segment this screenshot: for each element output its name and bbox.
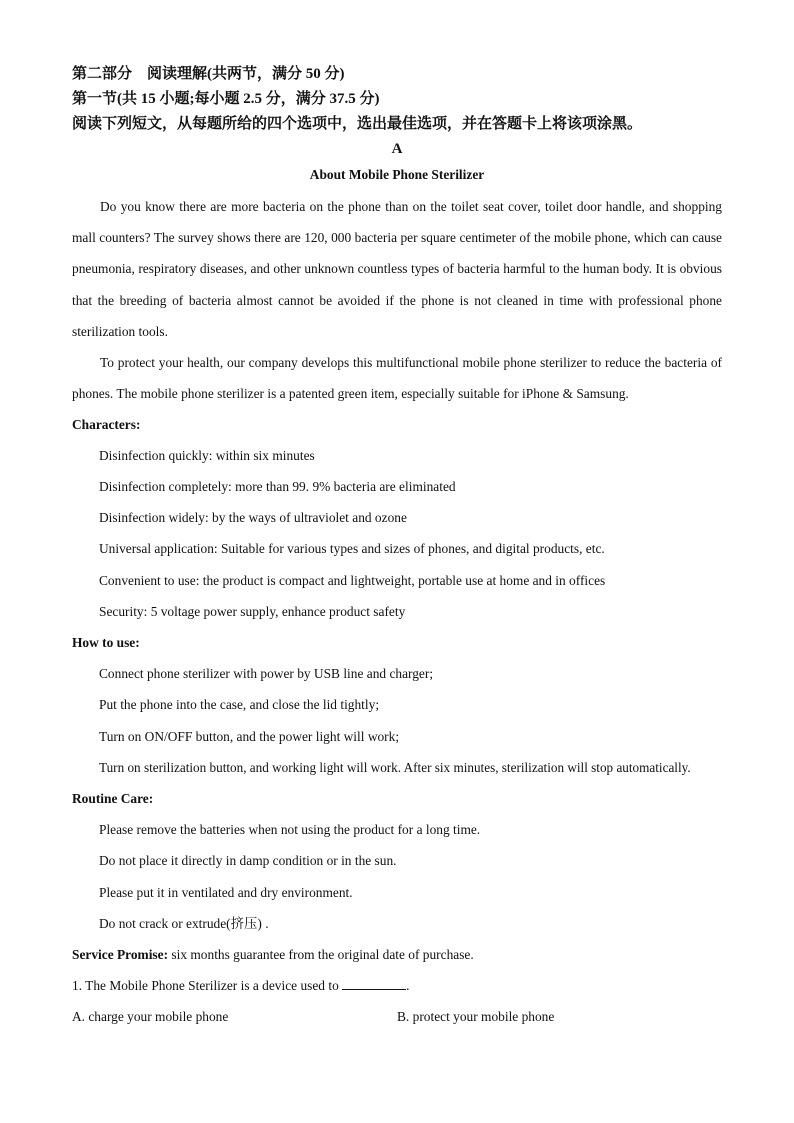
question-1-end: . <box>406 978 410 993</box>
characters-heading: Characters: <box>72 417 141 432</box>
how-to-step: Turn on sterilization button, and working light will work. After six minutes, sterilization will stop automatically. <box>99 760 691 775</box>
option-b: B. protect your mobile phone <box>397 1009 555 1024</box>
section-heading: 第一节(共 15 小题;每小题 2.5 分，满分 37.5 分) <box>72 91 380 107</box>
care-item: Please put it in ventilated and dry environment. <box>99 885 353 900</box>
character-item: Disinfection widely: by the ways of ultraviolet and ozone <box>99 510 407 525</box>
how-to-step: Connect phone sterilizer with power by USB line and charger; <box>99 666 434 681</box>
how-to-step: Put the phone into the case, and close the lid tightly; <box>99 697 380 712</box>
how-to-use-heading: How to use: <box>72 635 140 650</box>
character-item: Disinfection quickly: within six minutes <box>99 448 315 463</box>
character-item: Disinfection completely: more than 99. 9% bacteria are eliminated <box>99 479 456 494</box>
paragraph-2: To protect your health, our company develops this multifunctional mobile phone sterilizer to reduce the bacteria of phones. The mobile phone sterilizer is a patented green item, especially suitable for iPhone & Samsung. <box>72 355 722 402</box>
instruction-heading: 阅读下列短文，从每题所给的四个选项中，选出最佳选项，并在答题卡上将该项涂黑。 <box>72 116 643 132</box>
service-promise-label: Service Promise: <box>72 947 169 962</box>
passage-letter: A <box>391 141 403 157</box>
passage-title: About Mobile Phone Sterilizer <box>309 167 485 182</box>
routine-care-heading: Routine Care: <box>72 791 154 806</box>
option-a: A. charge your mobile phone <box>72 1009 229 1024</box>
character-item: Security: 5 voltage power supply, enhance product safety <box>99 604 406 619</box>
answer-blank <box>342 977 406 990</box>
service-promise <box>72 945 474 965</box>
character-item: Universal application: Suitable for various types and sizes of phones, and digital products, etc. <box>99 541 605 556</box>
question-1 <box>72 976 409 996</box>
character-item: Convenient to use: the product is compact and lightweight, portable use at home and in offices <box>99 573 606 588</box>
service-promise-text: six months guarantee from the original date of purchase. <box>168 947 474 962</box>
question-1-stem: 1. The Mobile Phone Sterilizer is a device used to <box>72 978 343 993</box>
care-item: Do not place it directly in damp condition or in the sun. <box>99 853 397 868</box>
how-to-step: Turn on ON/OFF button, and the power light will work; <box>99 729 400 744</box>
paragraph-1: Do you know there are more bacteria on the phone than on the toilet seat cover, toilet door handle, and shopping mall counters? The survey shows there are 120, 000 bacteria per square centimeter of the mobile phone, which can cause pneumonia, respiratory diseases, and other unknown countless types of bacteria harmful to the human body. It is obvious that the breeding of bacteria almost cannot be avoided if the phone is not cleaned in time with professional phone sterilization tools. <box>72 199 722 339</box>
care-item: Please remove the batteries when not using the product for a long time. <box>99 822 481 837</box>
part-heading: 第二部分 阅读理解(共两节，满分 50 分) <box>72 66 345 82</box>
care-item: Do not crack or extrude(挤压) . <box>99 916 269 931</box>
